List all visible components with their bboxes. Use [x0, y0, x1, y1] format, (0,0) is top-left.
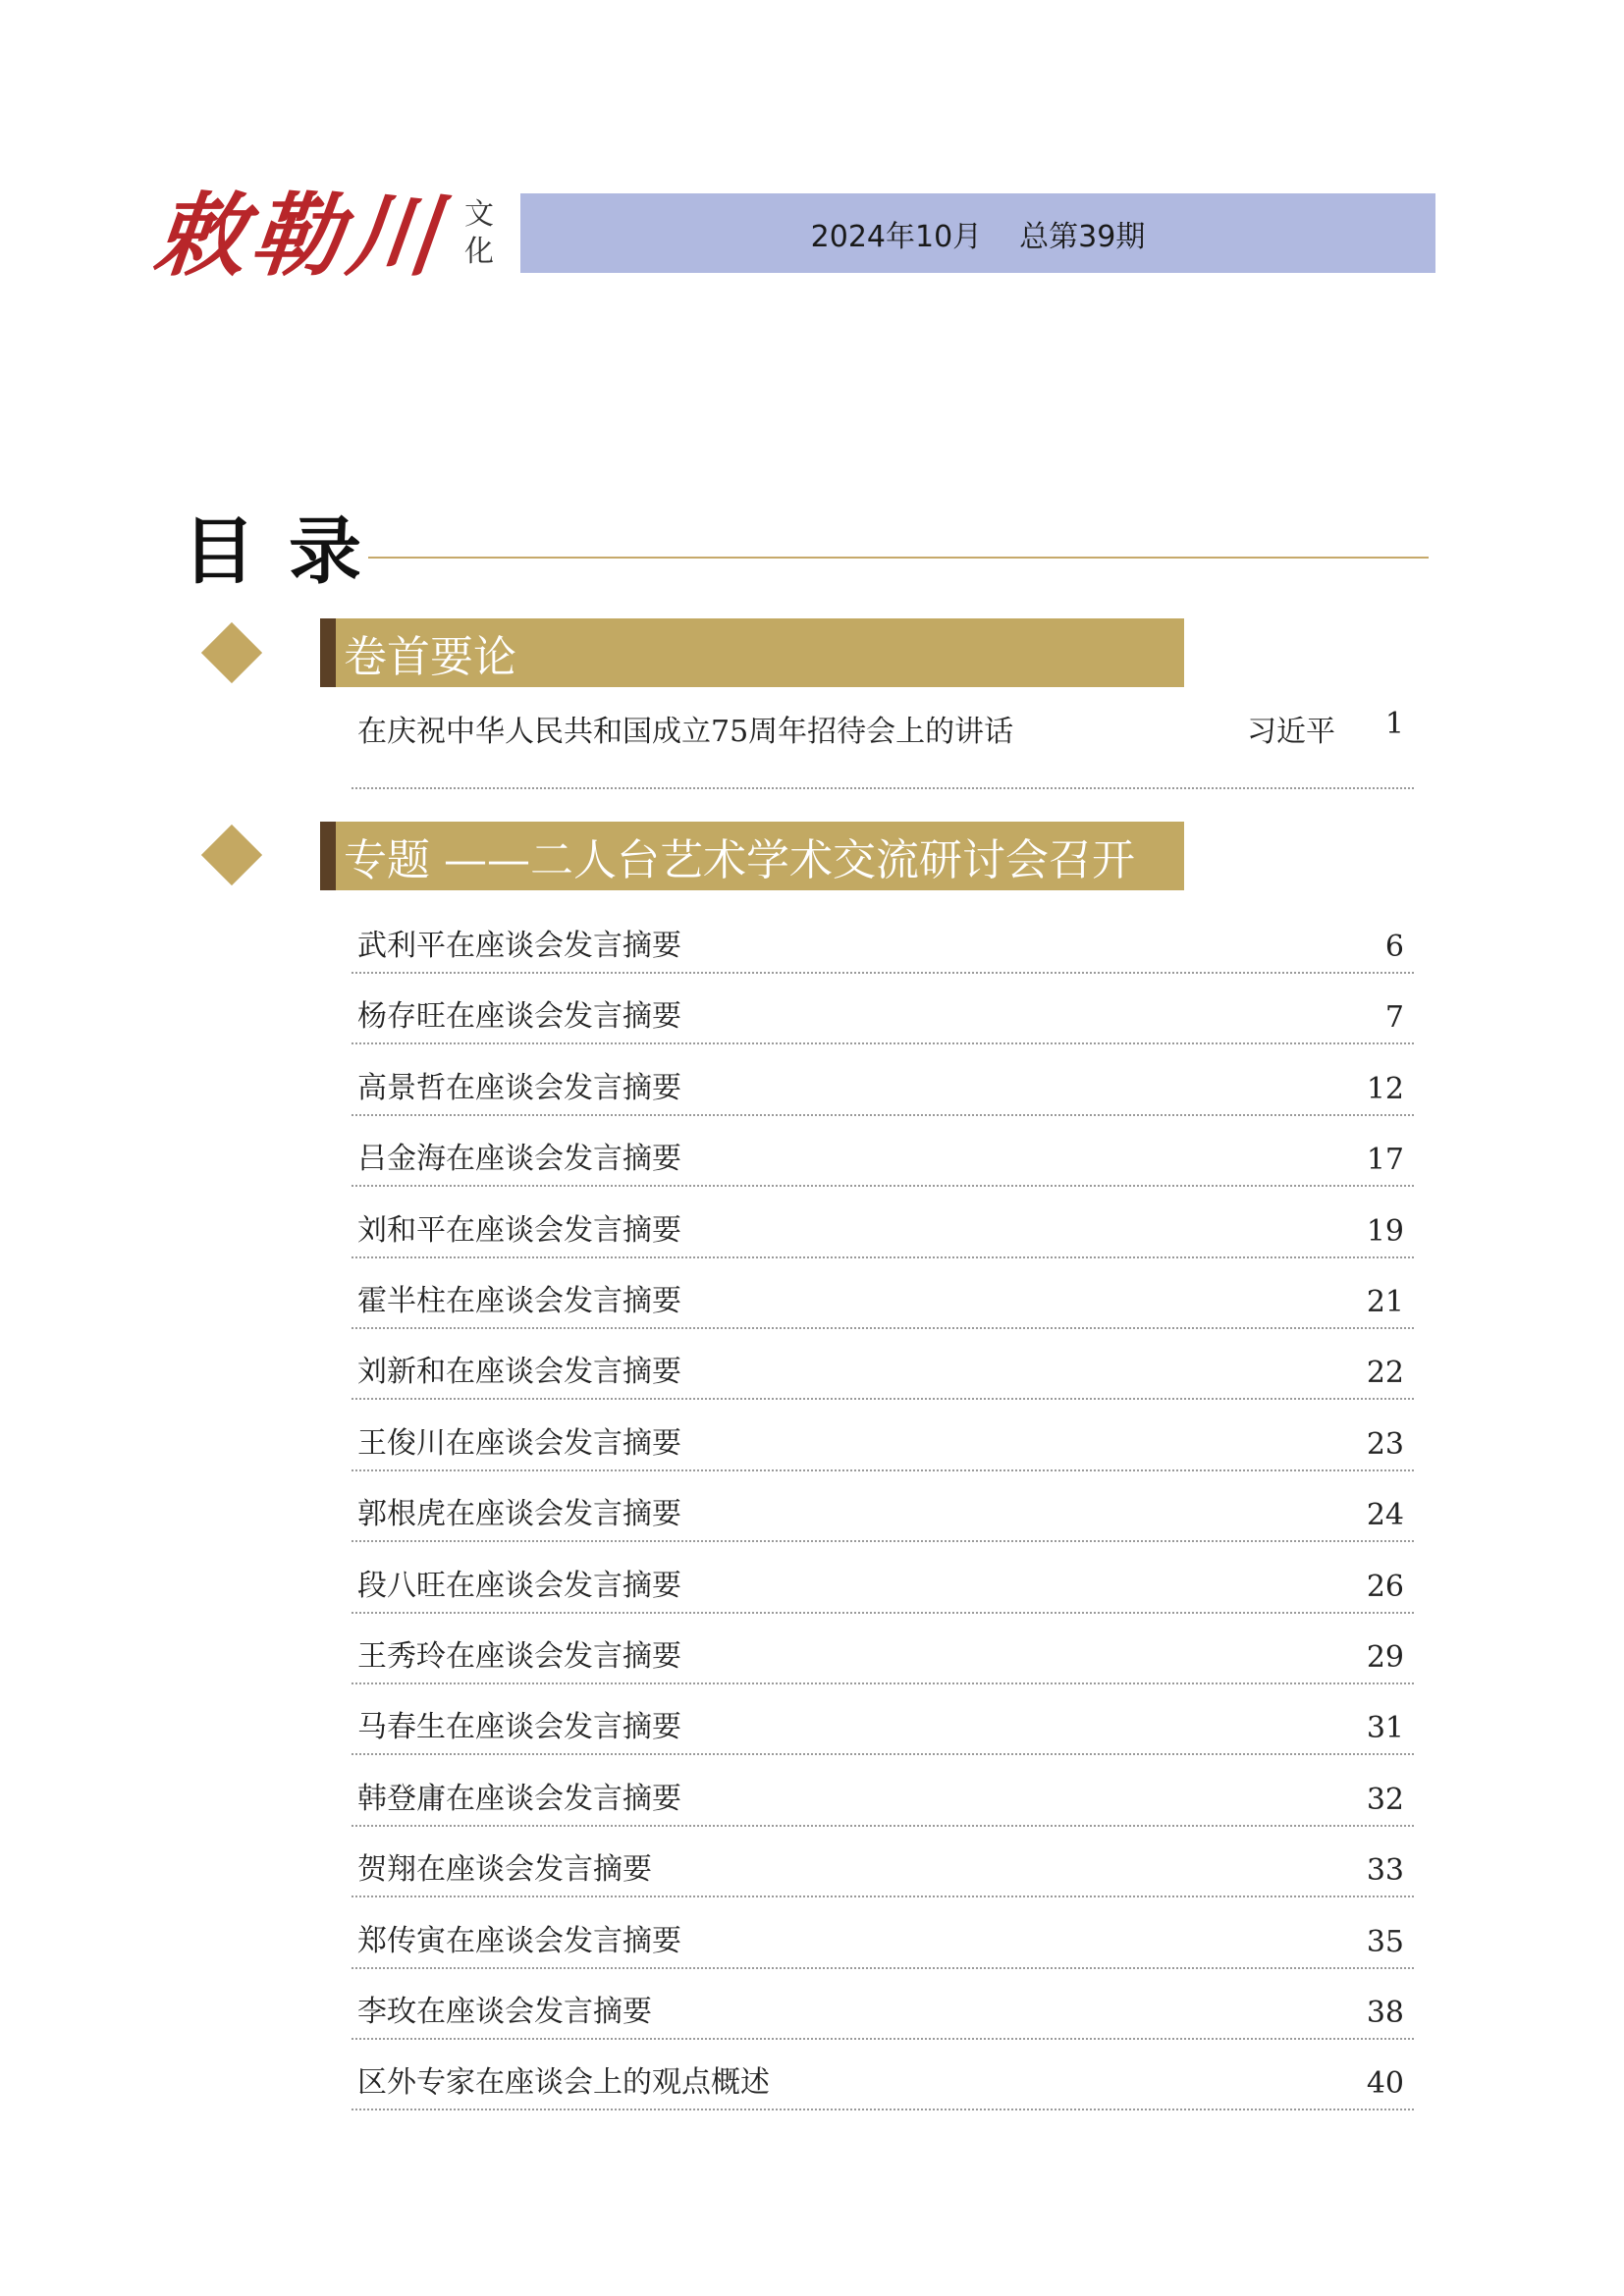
toc-entry-title: 杨存旺在座谈会发言摘要 [357, 999, 681, 1035]
toc-entry[interactable] [352, 1766, 1414, 1827]
toc-entry-author: 习近平 [1247, 715, 1335, 749]
toc-entry[interactable] [352, 1339, 1414, 1400]
toc-entry-title: 高景哲在座谈会发言摘要 [357, 1070, 681, 1105]
logo-subtitle-char-1: 文 [464, 197, 494, 232]
logo-subtitle [460, 196, 499, 271]
toc-entry[interactable] [352, 2050, 1414, 2110]
toc-entry-page: 40 [1366, 2066, 1404, 2102]
toc-entry-page: 24 [1366, 1498, 1404, 1533]
toc-entry[interactable] [352, 1411, 1414, 1471]
toc-entry[interactable] [352, 1694, 1414, 1755]
toc-entry-title: 韩登庸在座谈会发言摘要 [357, 1781, 681, 1816]
toc-entry-title: 郭根虎在座谈会发言摘要 [357, 1497, 681, 1532]
toc-entry-title: 刘和平在座谈会发言摘要 [357, 1212, 681, 1248]
toc-entry-page: 1 [1384, 707, 1404, 741]
section-1-title: 卷首要论 [344, 632, 516, 682]
toc-entry[interactable] [352, 1908, 1414, 1969]
toc-entry-page: 33 [1366, 1853, 1404, 1889]
section-2-header [320, 822, 1184, 890]
toc-entry-page: 6 [1384, 930, 1404, 964]
toc-entry[interactable] [352, 1553, 1414, 1614]
section-1-diamond-icon [201, 622, 262, 683]
issue-number: 总第39期 [1019, 219, 1146, 254]
toc-entry-title: 王俊川在座谈会发言摘要 [357, 1425, 681, 1461]
toc-entry[interactable] [352, 1481, 1414, 1542]
toc-entry[interactable] [352, 1624, 1414, 1684]
issue-date: 2024年10月 [810, 219, 983, 254]
toc-entry-page: 12 [1366, 1071, 1404, 1106]
toc-entry-title: 贺翔在座谈会发言摘要 [357, 1852, 652, 1888]
toc-entry-page: 31 [1366, 1711, 1404, 1746]
toc-entry-title: 郑传寅在座谈会发言摘要 [357, 1923, 681, 1958]
toc-entry-page: 22 [1366, 1356, 1404, 1391]
toc-entry[interactable] [352, 1837, 1414, 1897]
toc-entry[interactable] [352, 984, 1414, 1044]
section-2-title: 专题 ——二人台艺术学术交流研讨会召开 [344, 835, 1135, 885]
section-1-header [320, 618, 1184, 687]
toc-entry[interactable] [352, 1979, 1414, 2040]
toc-entry[interactable] [352, 1268, 1414, 1329]
toc-entry[interactable] [352, 1126, 1414, 1187]
toc-title-rule [368, 557, 1429, 559]
toc-entry[interactable] [352, 1055, 1414, 1116]
toc-entry-title: 马春生在座谈会发言摘要 [357, 1710, 681, 1745]
toc-entry-title: 王秀玲在座谈会发言摘要 [357, 1639, 681, 1674]
logo-wordmark: 敕勒川 [149, 183, 450, 289]
toc-entry-title: 李玫在座谈会发言摘要 [357, 1995, 652, 2029]
toc-entry-title: 段八旺在座谈会发言摘要 [357, 1568, 681, 1603]
toc-entry[interactable] [352, 699, 1414, 789]
toc-entry-title: 区外专家在座谈会上的观点概述 [357, 2065, 770, 2101]
toc-entry-title: 在庆祝中华人民共和国成立75周年招待会上的讲话 [357, 715, 1014, 749]
toc-entry-page: 29 [1366, 1640, 1404, 1675]
toc-entry-page: 32 [1366, 1782, 1404, 1817]
toc-entry-page: 7 [1384, 1000, 1404, 1036]
issue-banner [520, 193, 1435, 273]
toc-entry-title: 刘新和在座谈会发言摘要 [357, 1355, 681, 1390]
toc-title: 目录 [183, 509, 395, 594]
masthead-logo [149, 177, 450, 294]
section-2-diamond-icon [201, 825, 262, 885]
toc-entry[interactable] [352, 913, 1414, 974]
toc-entry-page: 38 [1366, 1996, 1404, 2030]
toc-entry-page: 19 [1366, 1213, 1404, 1249]
toc-entry-page: 17 [1366, 1143, 1404, 1178]
toc-entry-page: 23 [1366, 1426, 1404, 1462]
toc-entry-title: 武利平在座谈会发言摘要 [357, 929, 681, 963]
toc-entry[interactable] [352, 1198, 1414, 1258]
toc-entry-title: 霍半柱在座谈会发言摘要 [357, 1284, 681, 1318]
toc-entry-title: 吕金海在座谈会发言摘要 [357, 1142, 681, 1177]
toc-entry-page: 26 [1366, 1569, 1404, 1604]
logo-subtitle-char-2: 化 [464, 235, 494, 269]
toc-entry-page: 21 [1366, 1285, 1404, 1319]
toc-entry-page: 35 [1366, 1924, 1404, 1959]
